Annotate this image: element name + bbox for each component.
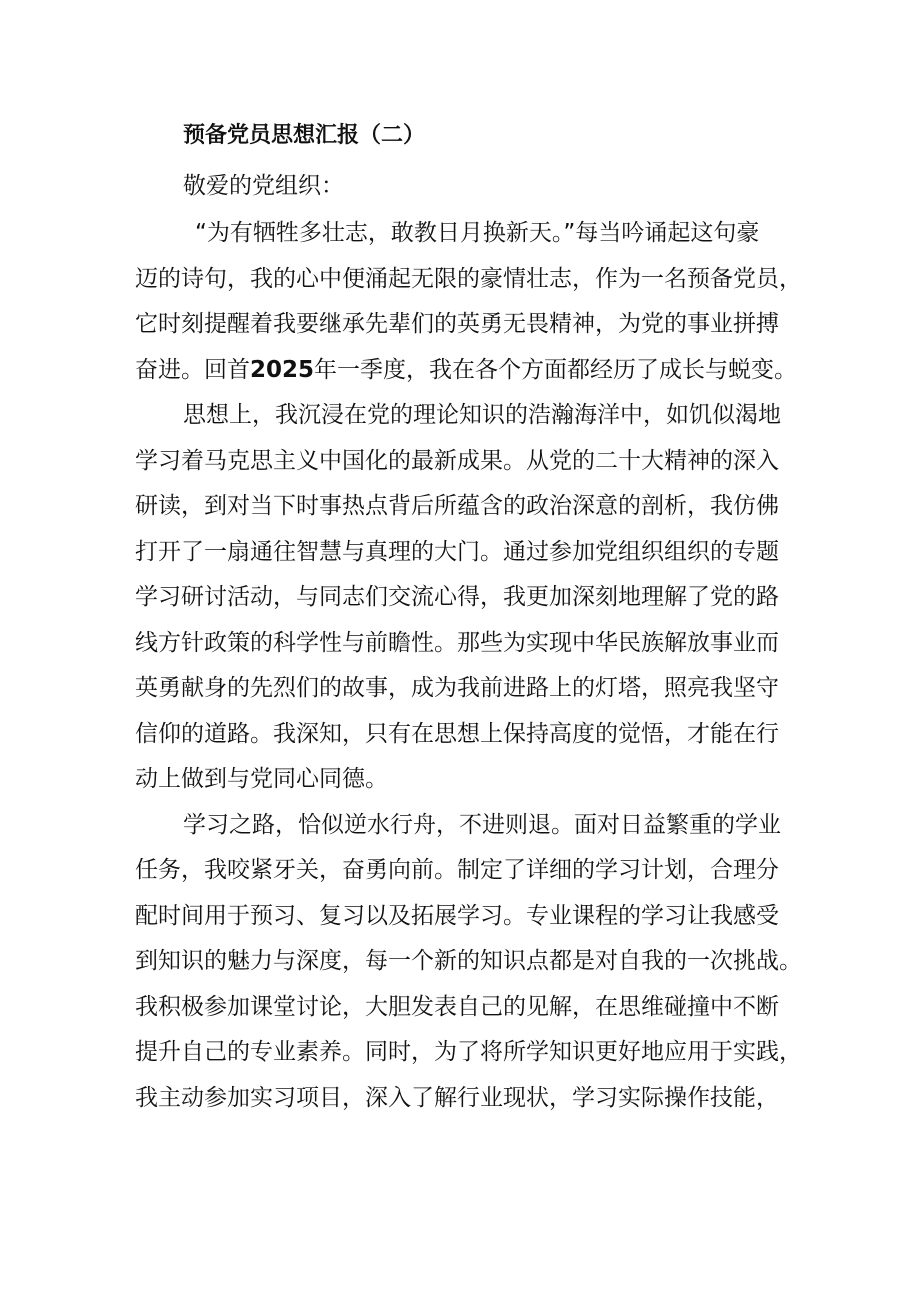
text-line: 迈的诗句，我的心中便涌起无限的豪情壮志，作为一名预备党员， (135, 265, 802, 292)
year-number: 2025 (250, 356, 315, 383)
text-line: 到知识的魅力与深度，每一个新的知识点都是对自我的一次挑战。 (135, 948, 802, 974)
text-line: 配时间用于预习、复习以及拓展学习。专业课程的学习让我感受 (135, 902, 779, 929)
text-line: 学习研讨活动，与同志们交流心得，我更加深刻地理解了党的路 (135, 584, 779, 610)
text-line: 英勇献身的先烈们的故事，成为我前进路上的灯塔，照亮我坚守 (135, 675, 779, 701)
text-line: 打开了一扇通往智慧与真理的大门。通过参加党组织组织的专题 (135, 538, 779, 565)
text-line: 奋进。回首2025年一季度，我在各个方面都经历了成长与蜕变。 (135, 356, 798, 383)
text-line: “为有牺牲多壮志，敢教日月换新天。”每当吟诵起这句豪 (195, 220, 760, 246)
document-title: 预备党员思想汇报（二） (183, 123, 426, 148)
paragraph-thought (135, 393, 795, 803)
text-line: 研读，到对当下时事热点背后所蕴含的政治深意的剖析，我仿佛 (135, 493, 779, 519)
text-line: 线方针政策的科学性与前瞻性。那些为实现中华民族解放事业而 (135, 629, 779, 656)
text-line: 动上做到与党同心同德。 (135, 766, 388, 792)
text-line: 提升自己的专业素养。同时，为了将所学知识更好地应用于实践， (135, 1039, 802, 1065)
text-line: 思想上，我沉浸在党的理论知识的浩瀚海洋中，如饥似渴地 (183, 402, 781, 428)
document-body (135, 211, 802, 1121)
salutation: 敬爱的党组织： (183, 173, 344, 199)
text-line: 任务，我咬紧牙关，奋勇向前。制定了详细的学习计划，合理分 (135, 857, 779, 883)
text-line: 它时刻提醒着我要继承先辈们的英勇无畏精神，为党的事业拼搏 (135, 311, 779, 337)
text-line: 我积极参加课堂讨论，大胆发表自己的见解，在思维碰撞中不断 (135, 993, 779, 1020)
text-line: 信仰的道路。我深知，只有在思想上保持高度的觉悟，才能在行 (135, 720, 779, 747)
text-line: 学习之路，恰似逆水行舟，不进则退。面对日益繁重的学业 (183, 811, 781, 838)
text-line: 我主动参加实习项目，深入了解行业现状，学习实际操作技能， (135, 1084, 779, 1111)
text-line: 学习着马克思主义中国化的最新成果。从党的二十大精神的深入 (135, 447, 779, 474)
paragraph-study (135, 803, 802, 1122)
paragraph-intro (135, 211, 802, 393)
